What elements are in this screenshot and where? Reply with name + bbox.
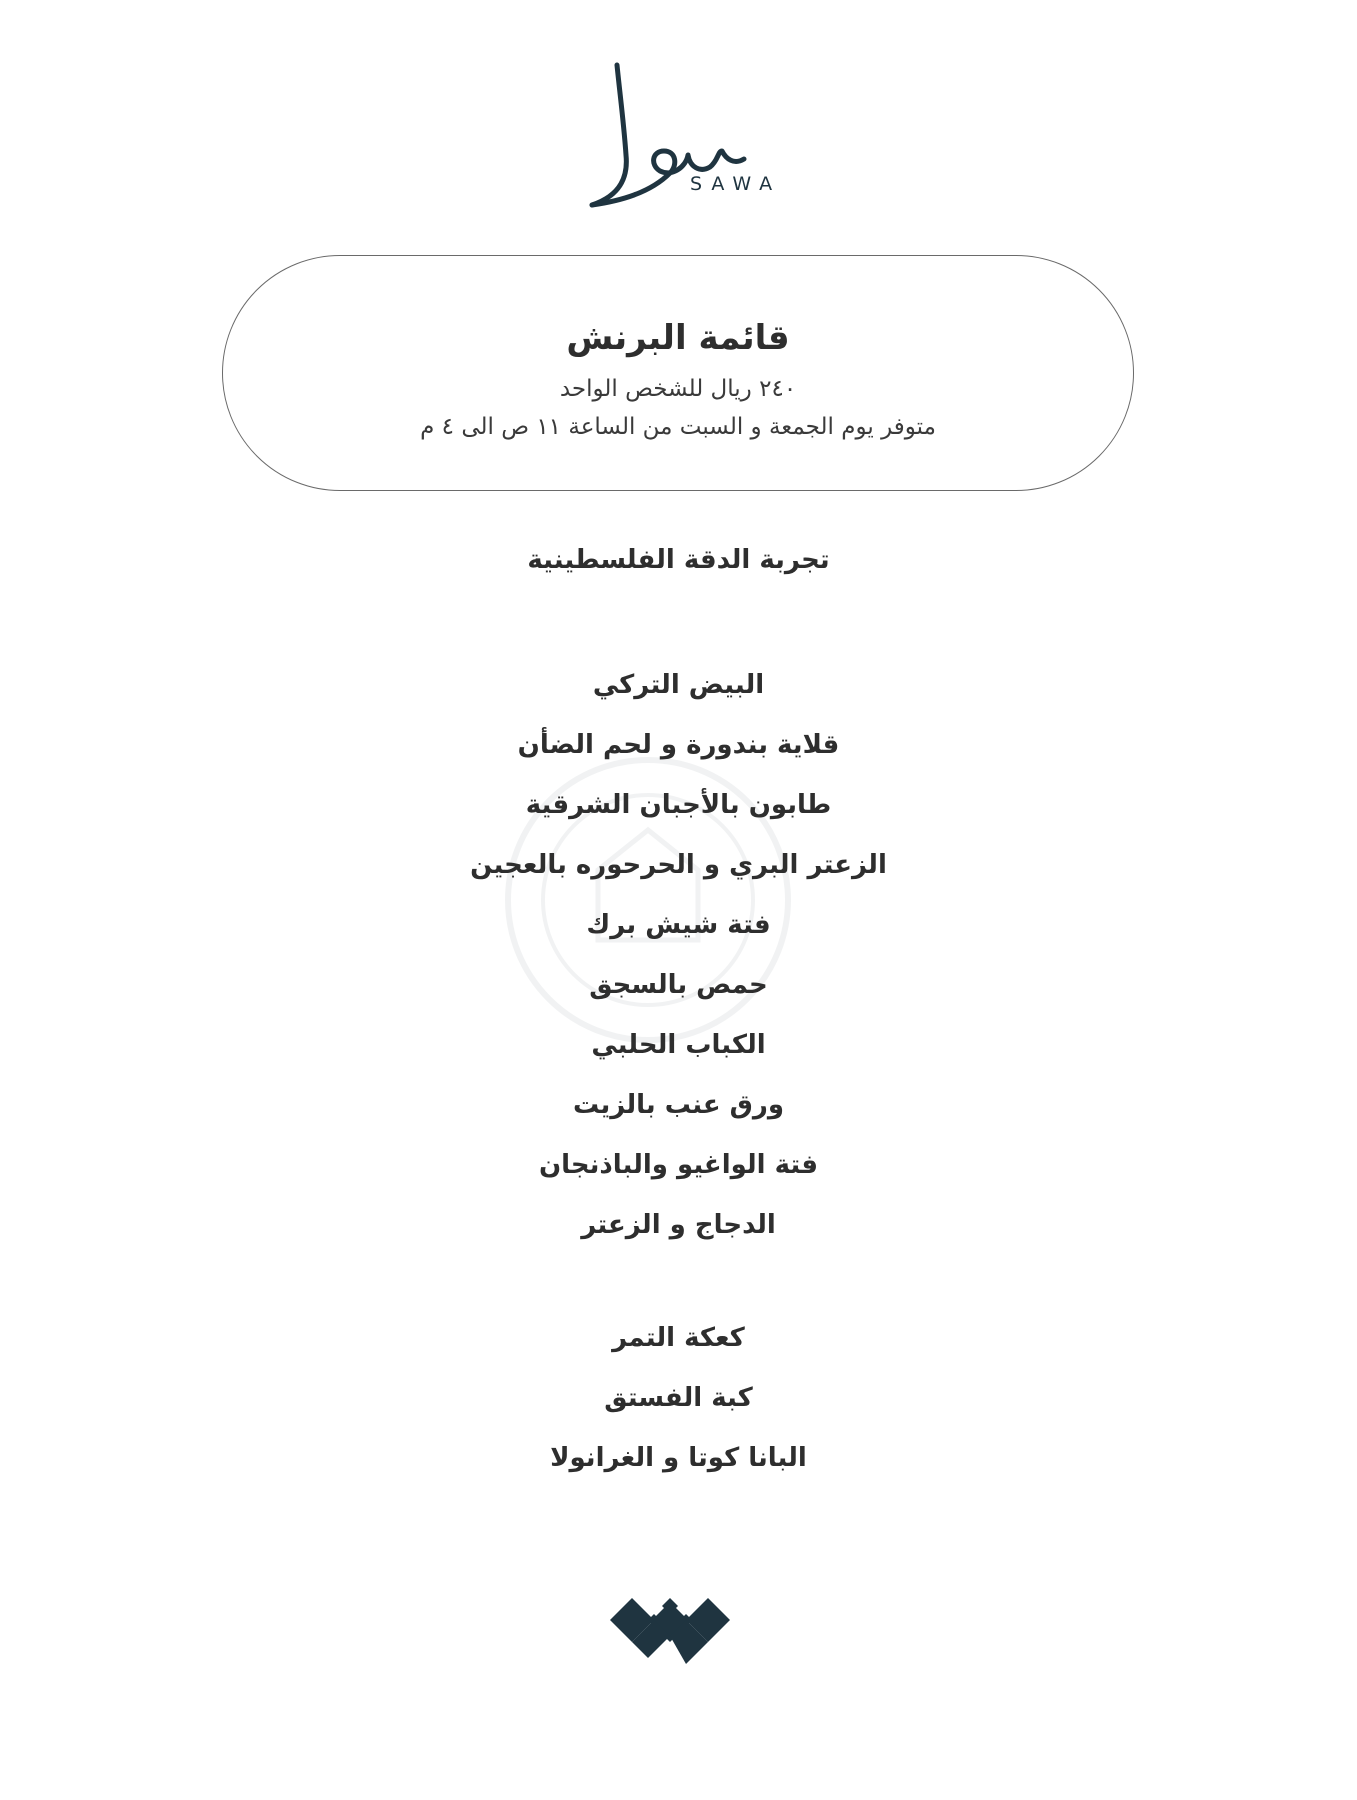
menu-item: البيض التركي [592, 670, 765, 700]
menu-item: الكباب الحلبي [591, 1030, 766, 1060]
dessert-item: البانا كوتا و الغرانولا [550, 1443, 807, 1473]
menu-item: قلاية بندورة و لحم الضأن [517, 730, 840, 760]
menu-item: الزعتر البري و الحرحوره بالعجين [470, 850, 887, 880]
dessert-item: كبة الفستق [604, 1383, 753, 1413]
menu-price: ٢٤٠ ريال للشخص الواحد [559, 376, 797, 402]
footer-monogram [610, 1590, 730, 1670]
main-items-list [0, 665, 1357, 1265]
sawa-monogram-icon [610, 1590, 730, 1670]
menu-item: طابون بالأجبان الشرقية [525, 790, 832, 820]
menu-item: ورق عنب بالزيت [572, 1090, 785, 1120]
menu-item: فتة شيش برك [586, 910, 771, 940]
dessert-items-list [0, 1318, 1357, 1498]
menu-header-panel [222, 255, 1134, 491]
section-title: تجربة الدقة الفلسطينية [527, 545, 830, 575]
menu-item: الدجاج و الزعتر [581, 1210, 776, 1240]
menu-title: قائمة البرنش [566, 318, 790, 358]
menu-item: فتة الواغيو والباذنجان [538, 1150, 819, 1180]
menu-availability: متوفر يوم الجمعة و السبت من الساعة ١١ ص الى ٤ م [420, 414, 936, 440]
dessert-item: كعكة التمر [612, 1323, 745, 1353]
menu-item: حمص بالسجق [589, 970, 768, 1000]
brand-latin-name: SAWA [690, 173, 782, 195]
